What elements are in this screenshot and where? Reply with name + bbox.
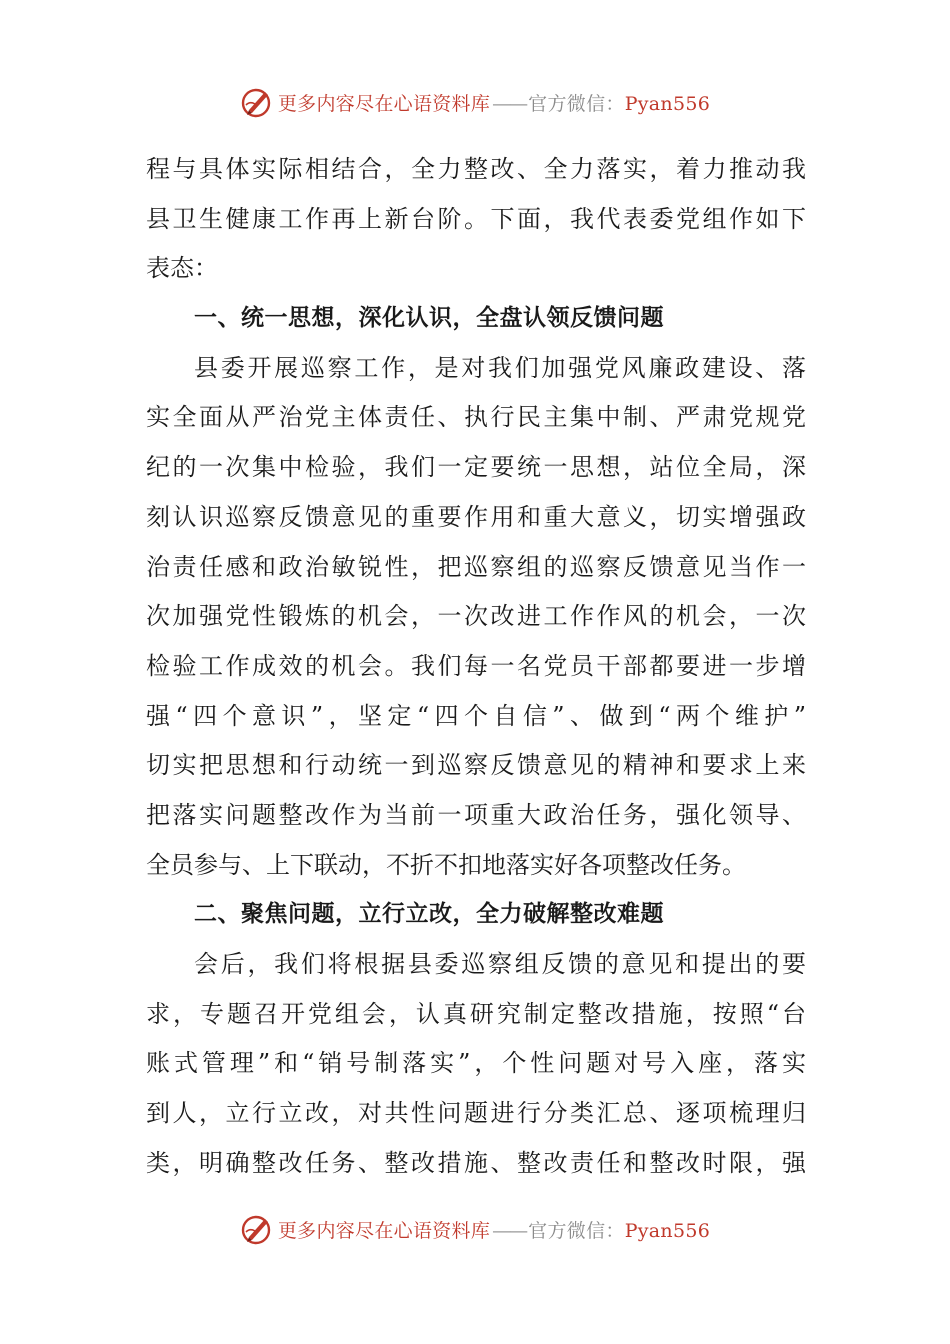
watermark-dash: —— <box>492 1219 527 1242</box>
watermark-label: 官方微信： <box>528 1219 625 1242</box>
section-heading-1: 一、统一思想，深化认识，全盘认领反馈问题 <box>194 305 664 332</box>
watermark-banner-top <box>0 82 950 122</box>
body-line: 刻认识巡察反馈意见的重要作用和重大意义，切实增强政 <box>146 502 806 531</box>
body-line: 实全面从严治党主体责任、执行民主集中制、严肃党规党 <box>146 403 806 432</box>
section-heading-2: 二、聚焦问题，立行立改，全力破解整改难题 <box>194 901 664 928</box>
watermark-id: Pyan556 <box>624 1219 711 1242</box>
body-line: 县委开展巡察工作，是对我们加强党风廉政建设、落 <box>194 353 806 382</box>
pen-logo-icon <box>240 1212 274 1246</box>
body-line: 把落实问题整改作为当前一项重大政治任务，强化领导、 <box>146 800 806 829</box>
watermark-main: 更多内容尽在心语资料库 <box>277 92 491 115</box>
body-line: 到人，立行立改，对共性问题进行分类汇总、逐项梳理归 <box>146 1099 806 1128</box>
body-line: 强“四个意识”，坚定“四个自信”、做到“两个维护” <box>146 701 806 730</box>
watermark-dash: —— <box>492 92 527 115</box>
body-line: 治责任感和政治敏锐性，把巡察组的巡察反馈意见当作一 <box>146 552 806 581</box>
body-line: 切实把思想和行动统一到巡察反馈意见的精神和要求上来 <box>146 751 806 780</box>
watermark-text <box>278 1216 710 1243</box>
watermark-main: 更多内容尽在心语资料库 <box>277 1219 491 1242</box>
body-line: 表态： <box>146 254 218 283</box>
body-line: 求，专题召开党组会，认真研究制定整改措施，按照“台 <box>146 999 806 1028</box>
body-line: 县卫生健康工作再上新台阶。下面，我代表委党组作如下 <box>146 204 806 233</box>
body-line: 账式管理”和“销号制落实”，个性问题对号入座，落实 <box>146 1049 806 1078</box>
watermark-label: 官方微信： <box>528 92 625 115</box>
body-line: 全员参与、上下联动，不折不扣地落实好各项整改任务。 <box>146 850 746 879</box>
watermark-text <box>278 89 710 116</box>
document-body <box>146 145 806 1188</box>
body-line: 次加强党性锻炼的机会，一次改进工作作风的机会，一次 <box>146 602 806 631</box>
watermark-id: Pyan556 <box>624 92 711 115</box>
body-line: 程与具体实际相结合，全力整改、全力落实，着力推动我 <box>146 155 806 183</box>
body-line: 类，明确整改任务、整改措施、整改责任和整改时限，强 <box>146 1148 806 1177</box>
body-line: 纪的一次集中检验，我们一定要统一思想，站位全局，深 <box>146 453 806 482</box>
body-line: 检验工作成效的机会。我们每一名党员干部都要进一步增 <box>146 651 806 680</box>
watermark-banner-bottom <box>0 1209 950 1249</box>
pen-logo-icon <box>240 85 274 119</box>
body-line: 会后，我们将根据县委巡察组反馈的意见和提出的要 <box>194 950 806 978</box>
